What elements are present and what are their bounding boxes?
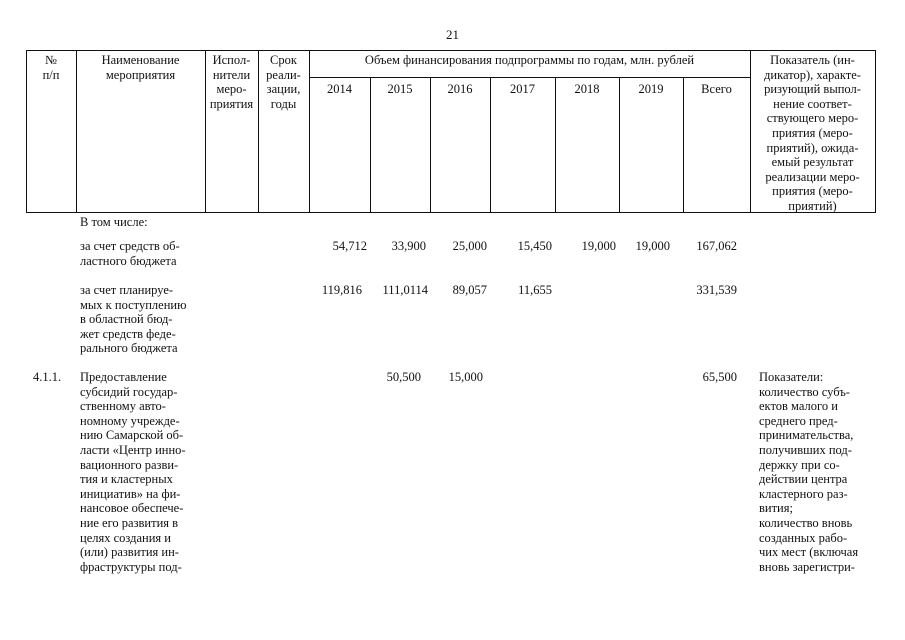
header-year: 2016 xyxy=(447,82,473,96)
header-year: 2017 xyxy=(510,82,535,96)
header-total: Всего xyxy=(701,82,732,96)
item-number: 4.1.1. xyxy=(33,370,62,384)
value-cell: 19,000 xyxy=(581,239,616,253)
value-cell: 167,062 xyxy=(696,239,737,253)
value-cell: 119,816 xyxy=(321,283,362,297)
value-cell: 11,655 xyxy=(518,283,552,297)
value-cell: 54,712 xyxy=(332,239,367,253)
value-cell: 111,0114 xyxy=(382,283,428,297)
value-cell: 15,000 xyxy=(448,370,483,384)
header-executors: Испол- нители меро- приятия xyxy=(209,53,254,111)
value-cell: 15,450 xyxy=(517,239,552,253)
header-name: Наименование мероприятия xyxy=(101,53,180,82)
header-year: 2014 xyxy=(327,82,352,96)
value-cell: 89,057 xyxy=(452,283,487,297)
header-term: Срок реали- зации, годы xyxy=(266,53,301,111)
regional-budget-label: за счет средств об- ластного бюджета xyxy=(80,239,180,268)
item-label: Предоставление субсидий государ- ственному авто- номному учрежде- нию Самарской об- ласти «Центр инно- вационного разви- тия и кластерных инициатив» на фи- нансовое обеспече- ние его развития в целях создания и (или) развития ин- фраструктуры под- xyxy=(80,370,186,574)
value-cell: 331,539 xyxy=(696,283,737,297)
header-year: 2015 xyxy=(387,82,413,96)
header-number: № п/п xyxy=(42,53,60,82)
value-cell: 65,500 xyxy=(702,370,737,384)
header-indicator: Показатель (ин- дикатор), характе- ризующий выпол- нение соответ- ствующего меро- приятия (меро- приятий), ожида- емый результат реализации меро- приятия (меро- приятий) xyxy=(764,53,861,213)
header-funding: Объем финансирования подпрограммы по годам, млн. рублей xyxy=(364,53,695,67)
value-cell: 25,000 xyxy=(452,239,487,253)
value-cell: 50,500 xyxy=(386,370,421,384)
item-indicator: Показатели: количество субъ- ектов малого и среднего пред- принимательства, получивших под- держку при со- действии центра кластерного раз- вития; количество вновь созданных рабо- чих мест (включая вновь зарегистри- xyxy=(759,370,859,574)
header-year: 2019 xyxy=(638,82,664,96)
including-label: В том числе: xyxy=(80,215,148,229)
value-cell: 19,000 xyxy=(635,239,670,253)
federal-budget-label: за счет планируе- мых к поступлению в областной бюд- жет средств феде- рального бюджета xyxy=(80,283,187,356)
value-cell: 33,900 xyxy=(391,239,426,253)
header-year: 2018 xyxy=(574,82,600,96)
page-number: 21 xyxy=(446,27,459,42)
